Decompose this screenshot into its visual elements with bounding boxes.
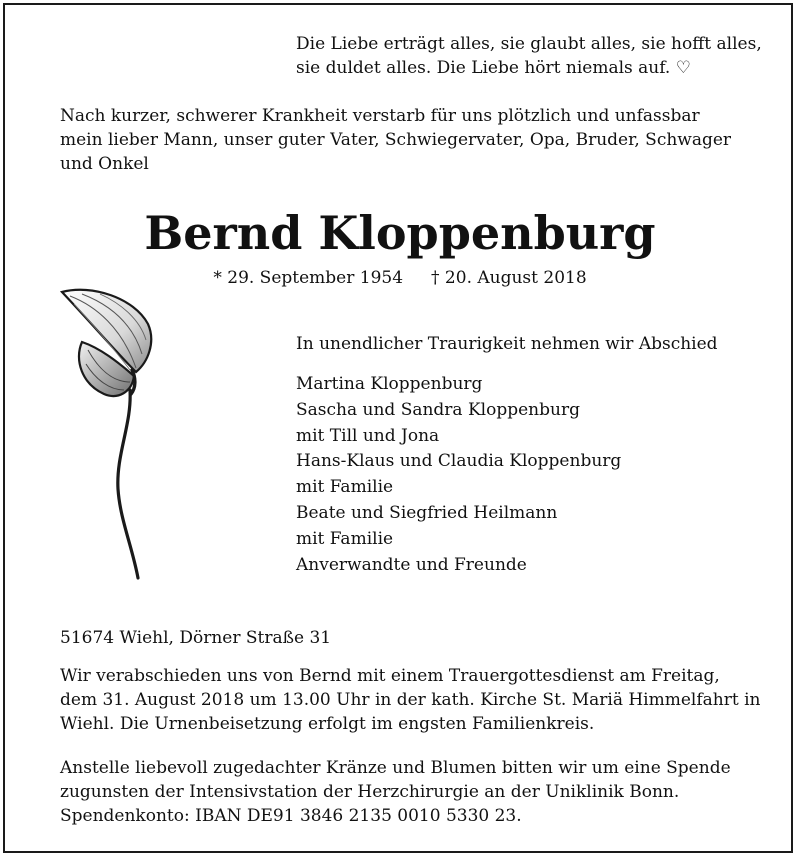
- butterfly-icon: [52, 284, 162, 584]
- mourner-line: Anverwandte und Freunde: [296, 554, 527, 575]
- intro-line: und Onkel: [60, 154, 149, 174]
- quote-line: sie duldet alles. Die Liebe hört niemals auf. ♡: [296, 58, 691, 78]
- mourner-line: Martina Kloppenburg: [296, 374, 483, 394]
- mourner-line: Hans-Klaus und Claudia Kloppenburg: [296, 451, 622, 472]
- mourner-line: mit Familie: [296, 528, 394, 549]
- donation-line: zugunsten der Intensivstation der Herzchirurgie an der Uniklinik Bonn.: [60, 782, 680, 802]
- death-date: † 20. August 2018: [431, 268, 587, 288]
- family-address: 51674 Wiehl, Dörner Straße 31: [60, 628, 332, 648]
- mourner-line: Beate und Siegfried Heilmann: [296, 502, 558, 523]
- donation-info: [60, 756, 731, 828]
- mourner-line: mit Till und Jona: [296, 425, 440, 446]
- birth-date: * 29. September 1954: [213, 268, 404, 288]
- mourner-line: Sascha und Sandra Kloppenburg: [296, 399, 580, 420]
- service-line: Wir verabschieden uns von Bernd mit einem Trauergottesdienst am Freitag,: [60, 666, 720, 686]
- service-info: [60, 664, 760, 736]
- deceased-name: Bernd Kloppenburg: [144, 206, 656, 260]
- farewell-heading: In unendlicher Traurigkeit nehmen wir Abschied: [296, 334, 718, 354]
- mourner-line: mit Familie: [296, 477, 394, 498]
- intro-text: [60, 104, 731, 176]
- donation-line: Anstelle liebevoll zugedachter Kränze und Blumen bitten wir um eine Spende: [60, 758, 731, 778]
- service-line: dem 31. August 2018 um 13.00 Uhr in der kath. Kirche St. Mariä Himmelfahrt in: [60, 690, 761, 710]
- intro-line: Nach kurzer, schwerer Krankheit verstarb für uns plötzlich und unfassbar: [60, 106, 700, 126]
- mourners-list: [296, 372, 621, 578]
- donation-line: Spendenkonto: IBAN DE91 3846 2135 0010 5330 23.: [60, 806, 522, 826]
- service-line: Wiehl. Die Urnenbeisetzung erfolgt im engsten Familienkreis.: [60, 714, 595, 734]
- bible-quote: [296, 32, 762, 80]
- quote-line: Die Liebe erträgt alles, sie glaubt alles, sie hofft alles,: [296, 34, 762, 54]
- intro-line: mein lieber Mann, unser guter Vater, Schwiegervater, Opa, Bruder, Schwager: [60, 130, 732, 150]
